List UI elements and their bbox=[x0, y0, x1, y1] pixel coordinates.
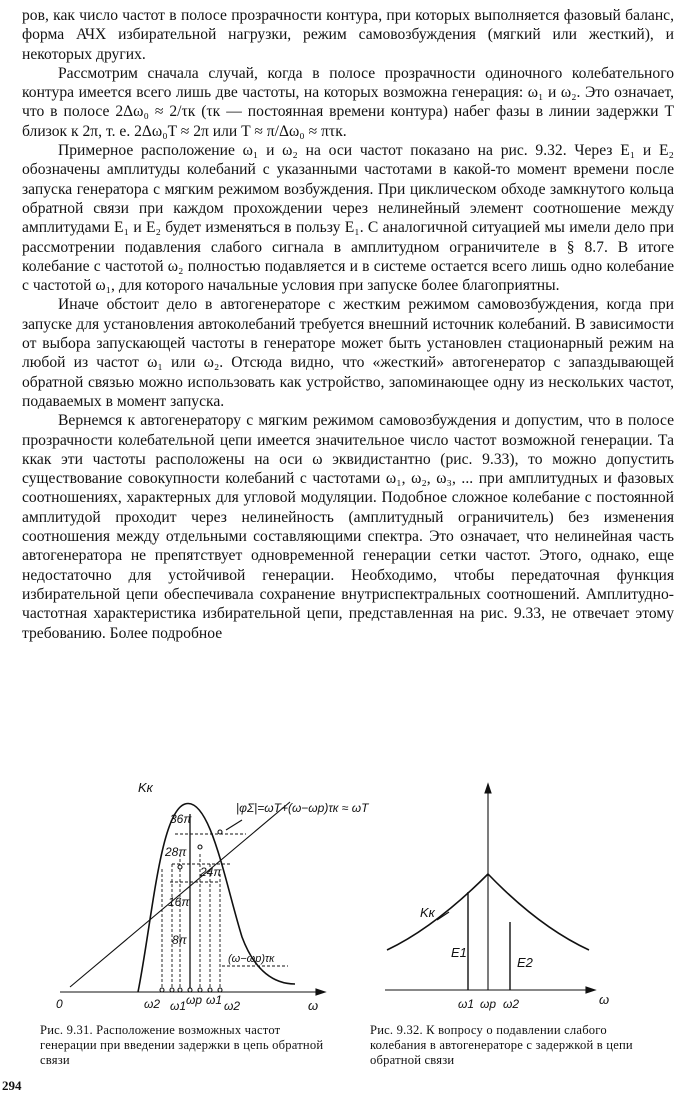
freq-label: ω2 bbox=[144, 997, 161, 1011]
axis-arrow bbox=[316, 989, 325, 995]
delta-label: (ω−ωp)τк bbox=[228, 953, 275, 965]
freq-label: ω1 bbox=[206, 993, 223, 1007]
body-text bbox=[22, 6, 674, 643]
freq-label: ω2 bbox=[224, 999, 241, 1013]
freq-point bbox=[198, 988, 202, 992]
freq-point bbox=[208, 988, 212, 992]
kk-label: Kк bbox=[138, 780, 153, 795]
paragraph: Рассмотрим сначала случай, когда в полосе прозрачности одиночного колебательного контура имеется всего лишь две частоты, на которых возможна генерация: ω₁ и ω₂. Это означает, что в полосе 2Δω₀ ≈ 2/τк (τк — постоянная времени контура) набег фазы в линии задержки T близок к 2π, т. е. 2Δω₀T ≈ 2π или T ≈ π/Δω₀ ≈ πτк. bbox=[22, 64, 674, 140]
axis-arrow bbox=[586, 987, 595, 993]
tick-label: 16π bbox=[168, 895, 190, 909]
pointer-line bbox=[226, 820, 242, 830]
freq-point bbox=[198, 845, 202, 849]
freq-label: ωp bbox=[480, 997, 497, 1011]
tick-label: 24π bbox=[200, 865, 222, 879]
freq-label: ω2 bbox=[503, 997, 520, 1011]
freq-point bbox=[188, 988, 192, 992]
paragraph: Вернемся к автогенератору с мягким режимом самовозбуждения и допустим, что в полосе прозрачности колебательной цепи имеется значительное число частот возможной генерации. Та ккак эти частоты расположены на оси ω эквидистантно (рис. 9.33), то можно допустить существование совокупности колебаний с частотами ω₁, ω₂, ω₃, ... при амплитудных и фазовых соотношениях, характерных для угловой модуляции. Подобное сложное колебание с постоянной амплитудой проходит через нелинейность (амплитудный ограничитель) без изменения соотношения между отдельными составляющими спектра. Это означает, что нелинейная часть автогенератора не препятствует одновременной генерации сетки частот. Этого, однако, еще недостаточно для устойчивой генерации. Необходимо, чтобы передаточная функция избирательной цепи обеспечивала сохранение внутриспектральных соотношений. Амплитудно-частотная характеристика избирательной цепи, представленная на рис. 9.33, не отвечает этому требованию. Более подробное bbox=[22, 412, 674, 642]
figure-9-32 bbox=[365, 772, 665, 1022]
pointer-line bbox=[437, 912, 449, 920]
tick-label: 8π bbox=[172, 933, 187, 947]
page-number: 294 bbox=[2, 1078, 22, 1093]
paragraph: ров, как число частот в полосе прозрачности контура, при которых выполняется фазовый баланс, форма АЧХ избирательной нагрузки, режим самовозбуждения (мягкий или жесткий), и некоторых других. bbox=[22, 7, 674, 63]
freq-point bbox=[160, 988, 164, 992]
freq-label: ω1 bbox=[170, 999, 187, 1013]
axis-arrow bbox=[485, 784, 491, 793]
phase-formula: |φΣ|=ωT+(ω−ωp)τк ≈ ωT bbox=[236, 801, 369, 815]
freq-label: ωp bbox=[186, 993, 203, 1007]
e2-label: E2 bbox=[517, 955, 533, 970]
origin-label: 0 bbox=[56, 997, 63, 1011]
freq-point bbox=[218, 830, 222, 834]
omega-label: ω bbox=[308, 998, 319, 1013]
figure-9-31 bbox=[20, 772, 369, 1022]
paragraph: Примерное расположение ω₁ и ω₂ на оси частот показано на рис. 9.32. Через E₁ и E₂ обозначены амплитуды колебаний с указанными частотами в какой-то момент времени после запуска генератора с мягким режимом возбуждения. При циклическом обходе замкнутого кольца обратной связи при каждом прохождении через нелинейный элемент соотношение между амплитудами E₁ и E₂ будет изменяться в пользу E₁. С аналогичной ситуацией мы имели дело при рассмотрении подавления слабого сигнала в амплитудном ограничителе в § 8.7. В итоге колебание с частотой ω₂ полностью подавляется и в системе остается всего лишь одно колебание с частотой ω₁, для которого начальные условия при запуске более благоприятны. bbox=[22, 142, 674, 295]
caption-9-31: Рис. 9.31. Расположение возможных частот генерации при введении задержки в цепь обратной связи bbox=[40, 1023, 324, 1067]
tick-label: 36π bbox=[170, 812, 192, 826]
e1-label: E1 bbox=[451, 945, 467, 960]
freq-point bbox=[178, 988, 182, 992]
caption-9-32: Рис. 9.32. К вопросу о подавлении слабого колебания в автогенераторе с задержкой в цепи обратной связи bbox=[370, 1023, 633, 1067]
freq-point bbox=[178, 865, 182, 869]
kk-label: Kк bbox=[420, 905, 435, 920]
freq-point bbox=[218, 988, 222, 992]
paragraph: Иначе обстоит дело в автогенераторе с жестким режимом самовозбуждения, когда при запуске для установления автоколебаний требуется внешний источник колебаний. В зависимости от выбора запускающей частоты в генераторе может быть установлен стационарный режим на любой из частот ω₁ или ω₂. Отсюда видно, что «жесткий» автогенератор с запаздывающей обратной связью можно использовать как устройство, запоминающее одну из нескольких частот, подаваемых в момент запуска. bbox=[22, 296, 674, 410]
freq-point bbox=[170, 988, 174, 992]
omega-label: ω bbox=[599, 992, 610, 1007]
figure-9-32-diagram bbox=[365, 772, 665, 1022]
figure-9-31-diagram bbox=[20, 772, 369, 1022]
freq-label: ω1 bbox=[458, 997, 475, 1011]
tick-label: 28π bbox=[165, 845, 187, 859]
